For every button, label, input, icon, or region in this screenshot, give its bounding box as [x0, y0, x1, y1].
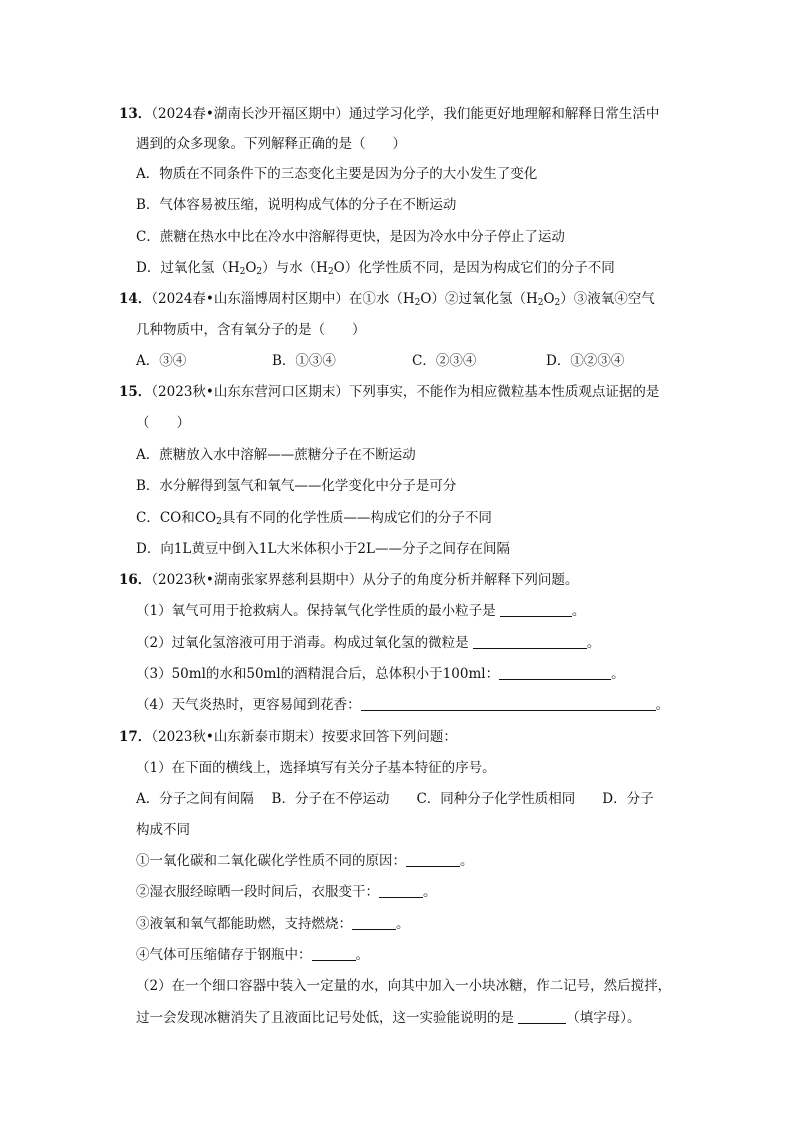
question-number: 16． — [119, 572, 152, 588]
question-source: （2023秋•山东新泰市期末） — [151, 729, 322, 745]
question-15-line-2: （ ） — [136, 415, 190, 431]
question-17-line-1 — [119, 727, 457, 747]
answer-blank[interactable] — [500, 602, 572, 617]
subquestion-3: （3）50ml的水和50ml的酒精混合后，总体积小于100ml： 。 — [136, 666, 625, 682]
question-number: 15． — [119, 384, 152, 400]
question-13-line-2: 遇到的众多现象。下列解释正确的是（ ） — [136, 136, 406, 152]
subquestion-2-line-2: 过一会发现冰糖消失了且液面比记号处低，这一实验能说明的是 （填字母）。 — [136, 1010, 641, 1026]
question-source: （2024春•湖南长沙开福区期中） — [151, 106, 349, 122]
answer-blank[interactable] — [499, 665, 611, 680]
option-b: B．水分解得到氢气和氧气——化学变化中分子是可分 — [136, 478, 457, 494]
question-16-line-1 — [119, 570, 578, 590]
question-stem: 按要求回答下列问题： — [321, 729, 457, 745]
answer-blank[interactable] — [518, 1009, 566, 1024]
option-b: B．①③④ — [272, 353, 336, 369]
subquestion-1: （1）在下面的横线上，选择填写有关分子基本特征的序号。 — [136, 760, 496, 776]
option-a: A．蔗糖放入水中溶解——蔗糖分子在不断运动 — [136, 447, 416, 463]
option-d: D．①②③④ — [546, 353, 625, 369]
answer-blank[interactable] — [352, 915, 396, 930]
question-14-line-2: 几种物质中，含有氧分子的是（ ） — [136, 322, 366, 338]
option-b: B．气体容易被压缩，说明构成气体的分子在不断运动 — [136, 197, 457, 213]
item-2: ②湿衣服经晾晒一段时间后，衣服变干： 。 — [136, 884, 437, 900]
subquestion-1: （1）氧气可用于抢救病人。保持氧气化学性质的最小粒子是 。 — [136, 603, 586, 619]
question-15-line-1 — [119, 382, 659, 402]
question-stem: 从分子的角度分析并解释下列问题。 — [362, 572, 579, 588]
option-c: C．蔗糖在热水中比在冷水中溶解得更快，是因为冷水中分子停止了运动 — [136, 229, 565, 245]
item-1: ①一氧化碳和二氧化碳化学性质不同的原因： 。 — [136, 853, 474, 869]
option-d: D．过氧化氢$(H_2O_2)$与水$(H_2O)$化学性质不同，是因为构成它们的分子不同 — [136, 260, 615, 277]
subquestion-2: （2）过氧化氢溶液可用于消毒。构成过氧化氢的微粒是 。 — [136, 635, 601, 651]
subquestion-2-line-1: （2）在一个细口容器中装入一定量的水，向其中加入一小块冰糖，作二记号，然后搅拌， — [136, 978, 672, 994]
item-3: ③液氧和氧气都能助燃，支持燃烧： 。 — [136, 916, 410, 932]
choice-list-continued: 构成不同 — [136, 822, 190, 838]
question-number: 13． — [119, 106, 152, 122]
question-number: 14． — [119, 291, 152, 307]
option-c: C．②③④ — [412, 353, 477, 369]
question-source: （2023秋•山东东营河口区期末） — [151, 384, 349, 400]
question-source: （2024春•山东淄博周村区期中） — [151, 291, 349, 307]
option-d: D．向1L黄豆中倒入1L大米体积小于2L——分子之间存在间隔 — [136, 541, 510, 557]
option-c: C．CO和$CO_2$具有不同的化学性质——构成它们的分子不同 — [136, 510, 492, 527]
choice-list: A．分子之间有间隔 B．分子在不停运动 C．同种分子化学性质相同 D．分子 — [136, 791, 654, 807]
question-14-line-1: 14．（2024春•山东淄博周村区期中）在①水$(H_2O)②$过氧化氢$(H_2O_2)③$液氧④空气 — [119, 291, 655, 308]
answer-blank[interactable] — [361, 696, 656, 711]
answer-blank[interactable] — [312, 946, 356, 961]
option-a: A．③④ — [136, 353, 187, 369]
question-stem: 下列事实，不能作为相应微粒基本性质观点证据的是 — [348, 384, 660, 400]
question-source: （2023秋•湖南张家界慈利县期中） — [151, 572, 363, 588]
question-13-line-1 — [119, 104, 659, 124]
subquestion-4: （4）天气炎热时，更容易闻到花香： 。 — [136, 697, 670, 713]
question-number: 17． — [119, 729, 152, 745]
answer-blank[interactable] — [379, 883, 423, 898]
option-a: A．物质在不同条件下的三态变化主要是因为分子的大小发生了变化 — [136, 166, 538, 182]
answer-blank[interactable] — [406, 852, 460, 867]
item-4: ④气体可压缩储存于钢瓶中： 。 — [136, 947, 369, 963]
question-stem: 通过学习化学，我们能更好地理解和解释日常生活中 — [348, 106, 660, 122]
answer-blank[interactable] — [473, 634, 587, 649]
